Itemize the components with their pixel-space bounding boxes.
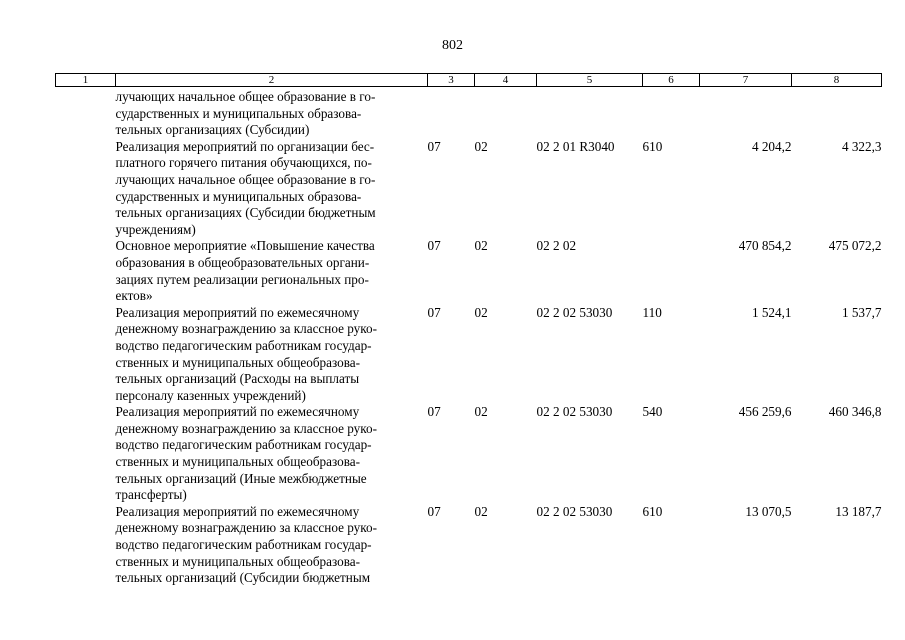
- row-name-line: трансферты): [115, 487, 187, 503]
- row-name-line: платного горячего питания обучающихся, по-: [115, 155, 372, 171]
- row-name-line: тельных организациях (Субсидии бюджетным: [115, 205, 376, 221]
- row-name-line: ственных и муниципальных общеобразова-: [115, 454, 361, 470]
- expense-type-cell: [643, 238, 700, 304]
- budget-table: [55, 73, 882, 587]
- amount-year-2-cell: 475 072,2: [828, 238, 882, 254]
- row-name-line: сударственных и муниципальных образова-: [115, 105, 362, 121]
- section-code-cell: 07: [427, 304, 441, 320]
- row-number-cell: [56, 504, 116, 587]
- amount-year-2-cell: 460 346,8: [828, 404, 882, 420]
- expense-type-cell: 540: [642, 404, 663, 420]
- target-article-cell: 02 2 02: [536, 238, 577, 254]
- section-code-cell: [428, 87, 475, 139]
- amount-year-2-cell: [792, 87, 882, 139]
- expense-type-cell: 610: [642, 138, 663, 154]
- row-name-line: тельных организаций (Субсидии бюджетным: [115, 570, 371, 586]
- column-header-5: 5: [537, 74, 643, 87]
- target-article-cell: 02 2 02 53030: [536, 304, 613, 320]
- table-row: [56, 87, 882, 139]
- row-name-line: денежному вознаграждению за классное руко-: [115, 520, 377, 536]
- row-name-line: образования в общеобразовательных органи-: [115, 254, 370, 270]
- row-name-line: денежному вознаграждению за классное руко-: [115, 420, 377, 436]
- table-row: [56, 504, 882, 587]
- row-number-cell: [56, 87, 116, 139]
- section-code-cell: 07: [427, 503, 441, 519]
- amount-year-1-cell: 456 259,6: [738, 404, 792, 420]
- column-header-1: 1: [56, 74, 116, 87]
- subsection-code-cell: [475, 87, 537, 139]
- section-code-cell: 07: [427, 404, 441, 420]
- target-article-cell: 02 2 02 53030: [536, 503, 613, 519]
- row-name-line: водство педагогическим работникам государ-: [115, 537, 372, 553]
- amount-year-2-cell: 4 322,3: [841, 138, 882, 154]
- table-row: [56, 404, 882, 504]
- subsection-code-cell: 02: [474, 238, 488, 254]
- table-row: [56, 238, 882, 304]
- row-name-line: Реализация мероприятий по организации бес-: [115, 138, 375, 154]
- page-number: 802: [442, 38, 463, 53]
- row-name-cell: [116, 139, 428, 239]
- row-name-cell: [116, 87, 428, 139]
- amount-year-1-cell: 1 524,1: [751, 304, 792, 320]
- amount-year-1-cell: 4 204,2: [751, 138, 792, 154]
- column-header-8: 8: [792, 74, 882, 87]
- table-body: [56, 87, 882, 587]
- row-name-line: учреждениям): [115, 221, 196, 237]
- subsection-code-cell: 02: [474, 503, 488, 519]
- row-name-line: денежному вознаграждению за классное руко-: [115, 321, 377, 337]
- amount-year-2-cell: 1 537,7: [841, 304, 882, 320]
- row-number-cell: [56, 305, 116, 405]
- expense-type-cell: 610: [642, 503, 663, 519]
- row-name-line: тельных организациях (Субсидии): [115, 122, 310, 138]
- row-name-line: Основное мероприятие «Повышение качества: [115, 238, 375, 254]
- row-name-cell: [116, 504, 428, 587]
- row-name-line: лучающих начальное общее образование в го-: [115, 89, 376, 104]
- subsection-code-cell: 02: [474, 304, 488, 320]
- section-code-cell: 07: [427, 238, 441, 254]
- row-name-line: ственных и муниципальных общеобразова-: [115, 553, 361, 569]
- target-article-cell: 02 2 01 R3040: [536, 138, 615, 154]
- amount-year-1-cell: 13 070,5: [745, 503, 792, 519]
- row-name-line: водство педагогическим работникам государ-: [115, 437, 372, 453]
- expense-type-cell: [643, 87, 700, 139]
- amount-year-1-cell: [700, 87, 792, 139]
- amount-year-2-cell: 13 187,7: [835, 503, 882, 519]
- subsection-code-cell: 02: [474, 404, 488, 420]
- table-row: [56, 139, 882, 239]
- row-name-line: ектов»: [115, 288, 153, 304]
- row-number-cell: [56, 404, 116, 504]
- row-number-cell: [56, 238, 116, 304]
- row-name-line: ственных и муниципальных общеобразова-: [115, 354, 361, 370]
- row-name-line: Реализация мероприятий по ежемесячному: [115, 304, 360, 320]
- expense-type-cell: 110: [642, 304, 662, 320]
- row-name-cell: [116, 238, 428, 304]
- row-name-line: зациях путем реализации региональных про-: [115, 271, 369, 287]
- target-article-cell: 02 2 02 53030: [536, 404, 613, 420]
- section-code-cell: 07: [427, 138, 441, 154]
- row-name-line: персоналу казенных учреждений): [115, 387, 306, 403]
- row-name-line: тельных организаций (Расходы на выплаты: [115, 371, 360, 387]
- table-row: [56, 305, 882, 405]
- table-header-row: [56, 74, 882, 87]
- row-name-cell: [116, 305, 428, 405]
- row-name-line: сударственных и муниципальных образова-: [115, 188, 362, 204]
- target-article-cell: [537, 87, 643, 139]
- column-header-2: 2: [116, 74, 428, 87]
- row-name-cell: [116, 404, 428, 504]
- row-name-line: лучающих начальное общее образование в го-: [115, 171, 376, 187]
- row-name-line: Реализация мероприятий по ежемесячному: [115, 503, 360, 519]
- amount-year-1-cell: 470 854,2: [738, 238, 792, 254]
- row-number-cell: [56, 139, 116, 239]
- column-header-7: 7: [700, 74, 792, 87]
- subsection-code-cell: 02: [474, 138, 488, 154]
- column-header-3: 3: [428, 74, 475, 87]
- column-header-4: 4: [475, 74, 537, 87]
- column-header-6: 6: [643, 74, 700, 87]
- row-name-line: тельных организаций (Иные межбюджетные: [115, 470, 367, 486]
- row-name-line: водство педагогическим работникам государ-: [115, 337, 372, 353]
- row-name-line: Реализация мероприятий по ежемесячному: [115, 404, 360, 420]
